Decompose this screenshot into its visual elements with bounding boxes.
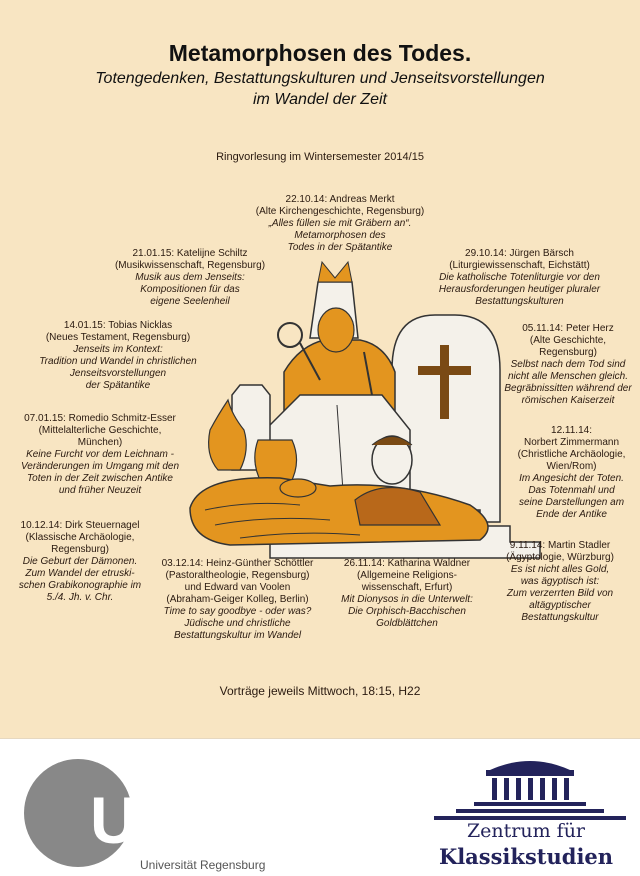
poster-title: Metamorphosen des Todes. xyxy=(168,40,472,66)
university-logo xyxy=(20,755,290,873)
talk-schoettler: 03.12.14: Heinz-Günther Schöttler (Pastoraltheologie, Regensburg) und Edward van Voolen (Abraham-Geiger Kolleg, Berlin) Time to say goodbye - oder was? Jüdische und christliche Bestattungskultur im Wandel xyxy=(161,558,314,641)
talk-merkt: 22.10.14: Andreas Merkt (Alte Kirchengeschichte, Regensburg) „Alles füllen sie mit Gräbern an“. Metamorphosen des Todes in der Spätantike xyxy=(255,194,425,253)
talk-schiltz: 21.01.15: Katelijne Schiltz (Musikwissenschaft, Regensburg) Musik aus dem Jenseits: Kompositionen für das eigene Seelenheil xyxy=(114,248,266,307)
talk-waldner: 26.11.14: Katharina Waldner (Allgemeine Religions- wissenschaft, Erfurt) Mit Dionysos in die Unterwelt: Die Orphisch-Bacchischen Goldblättchen xyxy=(341,558,473,629)
talk-steuernagel: 10.12.14: Dirk Steuernagel (Klassische Archäologie, Regensburg) Die Geburt der Dämonen. Zum Wandel der etruski- schen Grabikonographie im 5./4. Jh. v. Chr. xyxy=(18,520,142,603)
zk-name-line1: Zentrum für xyxy=(466,820,586,842)
talk-zimmermann: 12.11.14: Norbert Zimmermann (Christliche Archäologie, Wien/Rom) Im Angesicht der Toten. Das Totenmahl und seine Darstellungen am Ende der Antike xyxy=(517,425,626,520)
talk-nicklas: 14.01.15: Tobias Nicklas (Neues Testament, Regensburg) Jenseits im Kontext: Tradition und Wandel in christlichen Jenseitsvorstellungen der Spätantike xyxy=(39,320,197,391)
poster-subtitle-line2: im Wandel der Zeit xyxy=(253,91,387,108)
cross-icon xyxy=(440,345,449,419)
zk-name-line2: Klassikstudien xyxy=(438,844,614,869)
venue-info: Vorträge jeweils Mittwoch, 18:15, H22 xyxy=(219,684,421,698)
crook-icon xyxy=(278,323,302,347)
lecture-series: Ringvorlesung im Wintersemester 2014/15 xyxy=(216,151,424,163)
zk-temple-logo xyxy=(430,752,630,822)
talk-herz: 05.11.14: Peter Herz (Alte Geschichte, Regensburg) Selbst nach dem Tod sind nicht alle Menschen gleich. Begräbnissitten während der römischen Kaiserzeit xyxy=(504,323,632,406)
university-name: Universität Regensburg xyxy=(140,858,266,872)
poster-subtitle: Totengedenken, Bestattungskulturen und Jenseitsvorstellungen xyxy=(95,70,545,87)
talk-baersch: 29.10.14: Jürgen Bärsch (Liturgiewissenschaft, Eichstätt) Die katholische Totenliturgie vor den Herausforderungen heutiger pluraler Bestattungskulturen xyxy=(438,248,601,307)
talk-schmitz-esser: 07.01.15: Romedio Schmitz-Esser (Mittelalterliche Geschichte, München) Keine Furcht vor dem Leichnam - Veränderungen im Umgang mit den Toten in der Zeit zwischen Antike und früher Neuzeit xyxy=(20,413,180,496)
talk-stadler: 9.11.14: Martin Stadler (Ägyptologie, Würzburg) Es ist nicht alles Gold, was ägyptisch ist: Zum verzerrten Bild von altägyptischer Bestattungskultur xyxy=(506,540,614,623)
ur-letters: UR xyxy=(90,783,186,857)
